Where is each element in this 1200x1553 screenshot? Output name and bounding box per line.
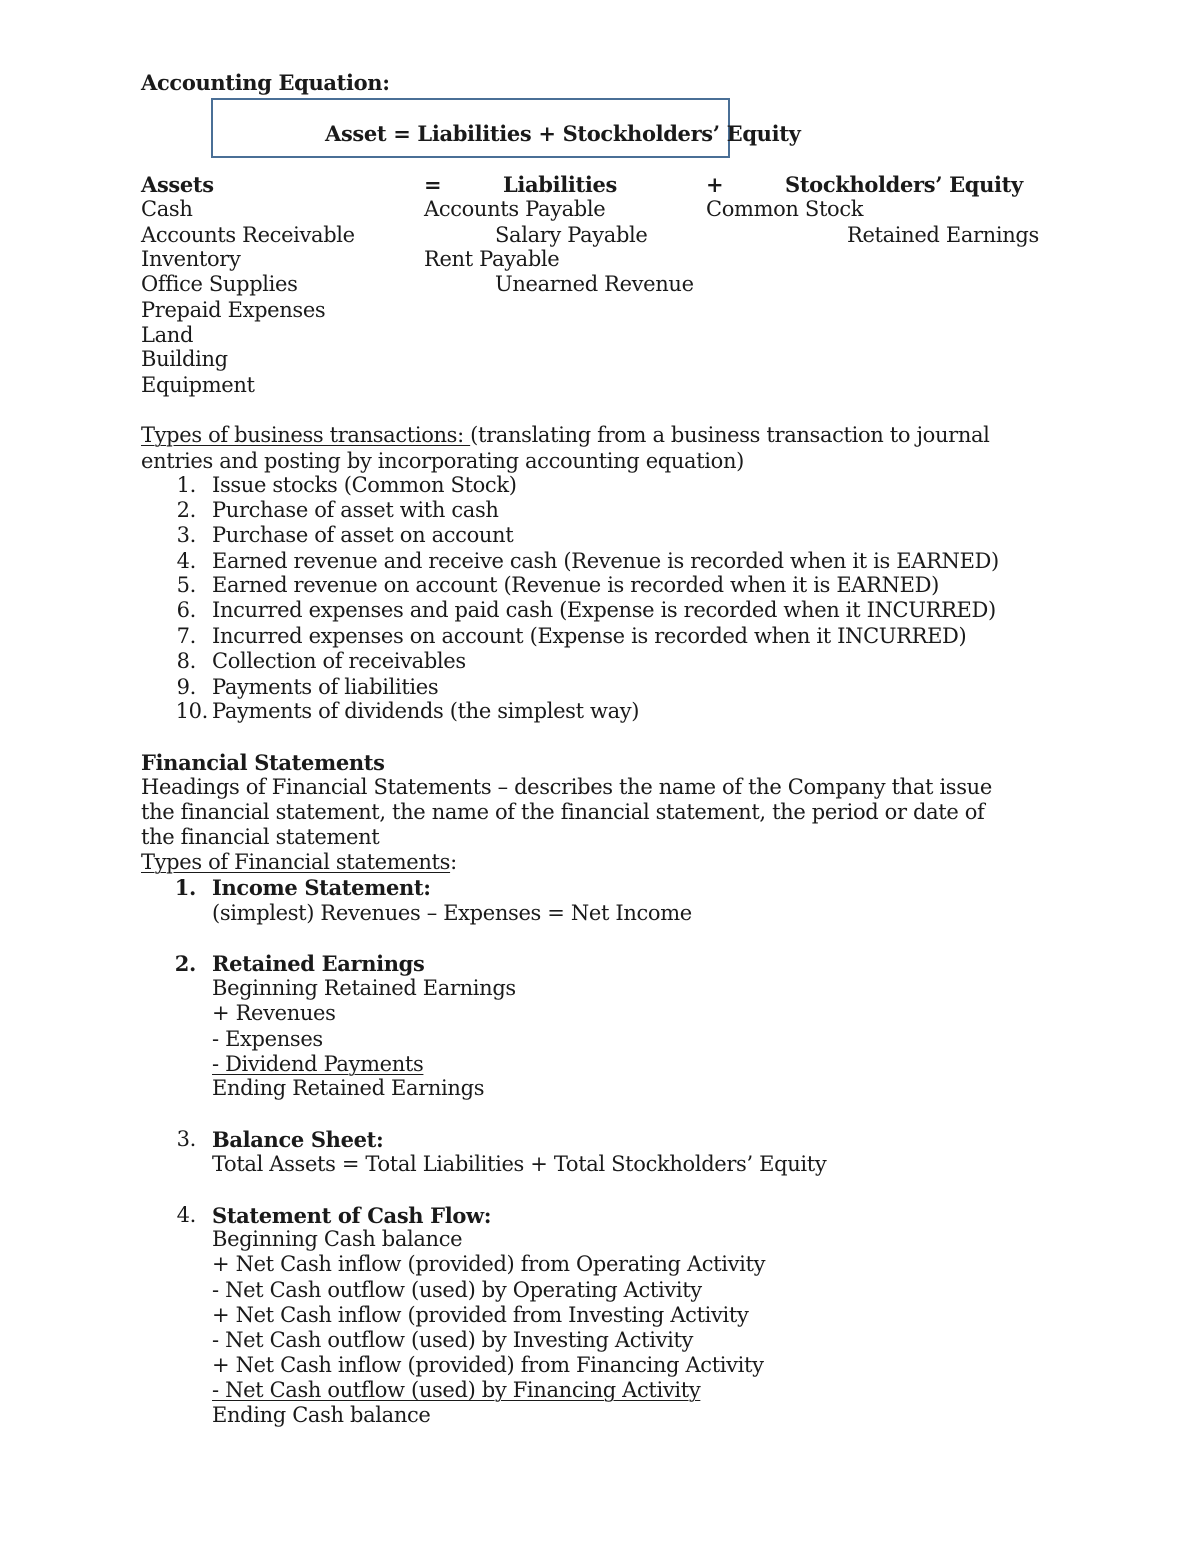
asset-item: Accounts Receivable bbox=[141, 223, 355, 247]
fs-desc-line: the financial statement, the name of the financial statement, the period or date of bbox=[141, 800, 985, 824]
liabilities-header: Liabilities bbox=[503, 172, 617, 197]
list-number: 6. bbox=[176, 598, 196, 622]
cash-flow-title: Statement of Cash Flow: bbox=[212, 1203, 492, 1228]
transactions-intro-rest: (translating from a business transaction to journal bbox=[470, 423, 990, 447]
transaction-item: Earned revenue on account (Revenue is recorded when it is EARNED) bbox=[212, 573, 939, 597]
transaction-item: Collection of receivables bbox=[212, 649, 466, 673]
cashflow-line: + Net Cash inflow (provided from Investing Activity bbox=[212, 1303, 749, 1327]
fs-heading: Financial Statements bbox=[141, 750, 385, 775]
equity-item: Retained Earnings bbox=[847, 223, 1039, 247]
plus-sign: + bbox=[706, 172, 724, 197]
equation-text: Asset = Liabilities + Stockholders’ Equity bbox=[325, 121, 801, 146]
list-number: 4. bbox=[176, 549, 196, 573]
asset-item: Land bbox=[141, 323, 194, 347]
transactions-intro bbox=[141, 423, 990, 448]
cashflow-line: - Net Cash outflow (used) by Investing Activity bbox=[212, 1328, 694, 1352]
list-number: 1. bbox=[176, 473, 196, 497]
transaction-item: Payments of liabilities bbox=[212, 675, 439, 699]
transactions-intro-line2: entries and posting by incorporating accounting equation) bbox=[141, 449, 744, 473]
transaction-item: Purchase of asset with cash bbox=[212, 498, 499, 522]
balance-line: Total Assets = Total Liabilities + Total Stockholders’ Equity bbox=[212, 1152, 827, 1176]
fs-types bbox=[141, 850, 457, 875]
list-number: 5. bbox=[176, 573, 196, 597]
fs-number: 1. bbox=[174, 875, 196, 900]
fs-types-colon: : bbox=[450, 850, 457, 874]
fs-number: 4. bbox=[176, 1203, 196, 1227]
assets-header: Assets bbox=[141, 172, 214, 197]
retained-line: - Expenses bbox=[212, 1027, 323, 1051]
retained-line: Ending Retained Earnings bbox=[212, 1076, 485, 1100]
equals-sign: = bbox=[424, 172, 442, 197]
cashflow-line: - Net Cash outflow (used) by Financing Activity bbox=[212, 1378, 701, 1402]
transaction-item: Purchase of asset on account bbox=[212, 523, 514, 547]
transactions-heading: Types of business transactions: bbox=[141, 423, 471, 447]
asset-item: Inventory bbox=[141, 247, 241, 271]
fs-desc-line: the financial statement bbox=[141, 825, 380, 849]
retained-line: + Revenues bbox=[212, 1001, 336, 1025]
equity-item: Common Stock bbox=[706, 197, 864, 221]
fs-number: 2. bbox=[174, 951, 196, 976]
liability-item: Unearned Revenue bbox=[495, 272, 694, 296]
fs-types-label: Types of Financial statements bbox=[141, 850, 451, 874]
retained-line: - Dividend Payments bbox=[212, 1052, 424, 1076]
income-line: (simplest) Revenues – Expenses = Net Income bbox=[212, 901, 692, 925]
liability-item: Rent Payable bbox=[424, 247, 560, 271]
transaction-item: Earned revenue and receive cash (Revenue is recorded when it is EARNED) bbox=[212, 549, 999, 573]
list-number: 2. bbox=[176, 498, 196, 522]
asset-item: Cash bbox=[141, 197, 193, 221]
asset-item: Office Supplies bbox=[141, 272, 298, 296]
fs-number: 3. bbox=[176, 1127, 196, 1151]
asset-item: Equipment bbox=[141, 373, 255, 397]
transaction-item: Incurred expenses and paid cash (Expense is recorded when it INCURRED) bbox=[212, 598, 996, 622]
liability-item: Salary Payable bbox=[495, 223, 648, 247]
retained-line: Beginning Retained Earnings bbox=[212, 976, 516, 1000]
income-statement-title: Income Statement: bbox=[212, 875, 431, 900]
cashflow-line: Ending Cash balance bbox=[212, 1403, 431, 1427]
transaction-item: Incurred expenses on account (Expense is recorded when it INCURRED) bbox=[212, 624, 967, 648]
list-number: 9. bbox=[176, 675, 196, 699]
transaction-item: Issue stocks (Common Stock) bbox=[212, 473, 517, 497]
retained-earnings-title: Retained Earnings bbox=[212, 951, 425, 976]
liability-item: Accounts Payable bbox=[424, 197, 606, 221]
transaction-item: Payments of dividends (the simplest way) bbox=[212, 699, 640, 723]
asset-item: Building bbox=[141, 347, 228, 371]
cashflow-line: Beginning Cash balance bbox=[212, 1227, 463, 1251]
cashflow-line: + Net Cash inflow (provided) from Operating Activity bbox=[212, 1252, 766, 1276]
asset-item: Prepaid Expenses bbox=[141, 298, 326, 322]
equity-header: Stockholders’ Equity bbox=[785, 172, 1023, 197]
doc-title: Accounting Equation: bbox=[141, 70, 390, 95]
list-number: 10. bbox=[175, 699, 208, 723]
cashflow-line: + Net Cash inflow (provided) from Financing Activity bbox=[212, 1353, 764, 1377]
list-number: 3. bbox=[176, 523, 196, 547]
list-number: 7. bbox=[176, 624, 196, 648]
cashflow-line: - Net Cash outflow (used) by Operating Activity bbox=[212, 1278, 702, 1302]
fs-desc-line: Headings of Financial Statements – describes the name of the Company that issue bbox=[141, 775, 992, 799]
balance-sheet-title: Balance Sheet: bbox=[212, 1127, 384, 1152]
list-number: 8. bbox=[176, 649, 196, 673]
